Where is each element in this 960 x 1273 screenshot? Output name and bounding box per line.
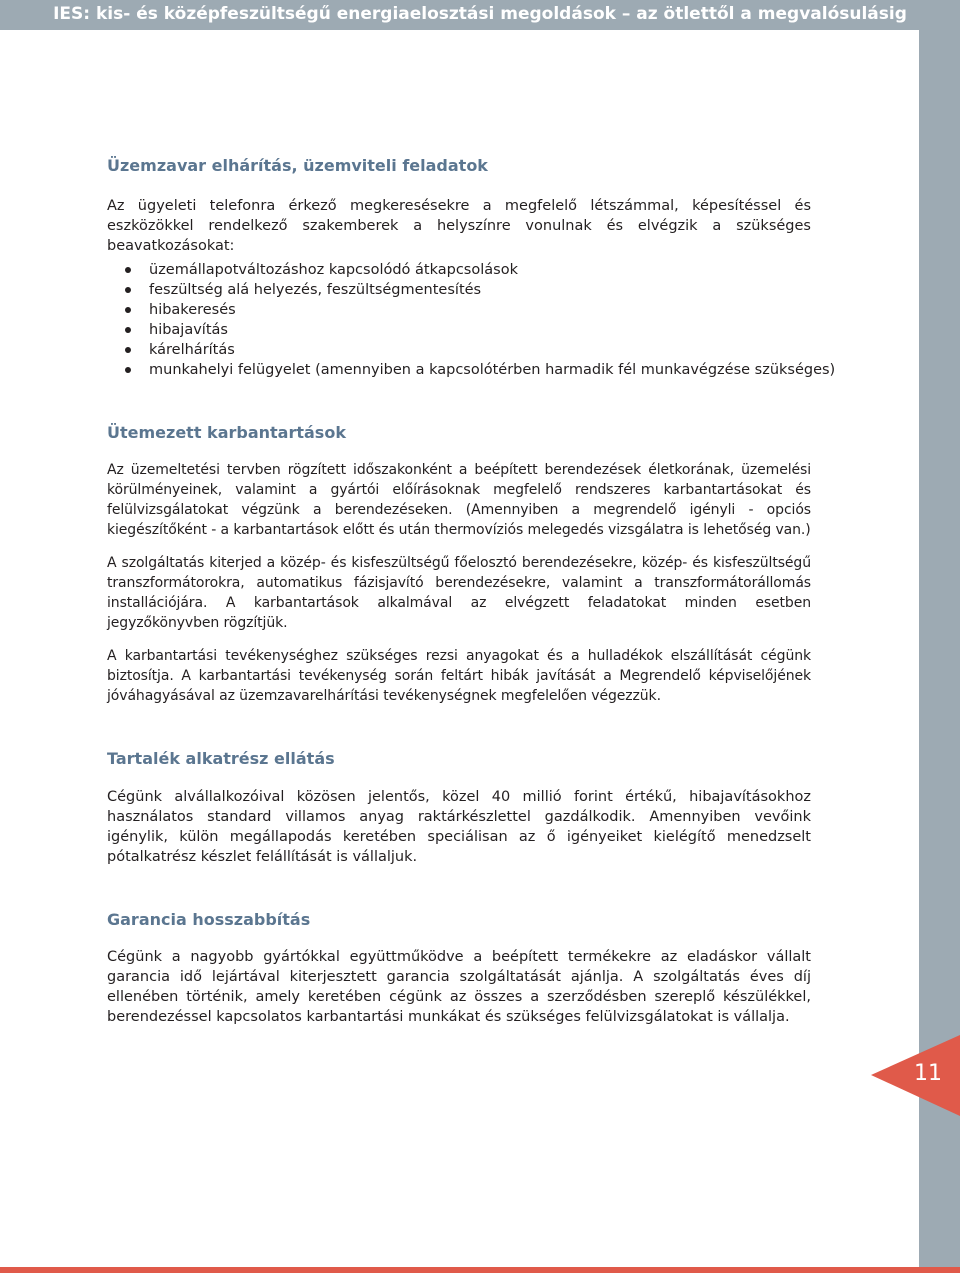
section-heading-tartalek: Tartalék alkatrész ellátás [107, 749, 335, 768]
list-item: üzemállapotváltozáshoz kapcsolódó átkapcsolások [125, 260, 835, 280]
bullet-icon [125, 327, 131, 333]
bullet-icon [125, 307, 131, 313]
paragraph-tartalek: Cégünk alvállalkozóival közösen jelentős, közel 40 millió forint értékű, hibajavításokhoz használatos standard villamos anyag raktárkészlettel gazdálkodik. Amennyiben vevőink igénylik, külön megállapodás keretében speciálisan az ő igényeiket kielégítő menedzselt pótalkatrész készlet felállítását is vállaljuk. [107, 789, 811, 865]
page-number: 11 [914, 1061, 942, 1086]
paragraph-uzemzavar-intro: Az ügyeleti telefonra érkező megkeresésekre a megfelelő létszámmal, képesítéssel és eszközökkel rendelkező szakemberek a helyszínre vonulnak és elvégzik a szükséges beavatkozásokat: [107, 198, 811, 254]
section-heading-uzemzavar: Üzemzavar elhárítás, üzemviteli feladatok [107, 156, 488, 175]
bullet-icon [125, 367, 131, 373]
list-item: munkahelyi felügyelet (amennyiben a kapcsolótérben harmadik fél munkavégzése szükséges) [125, 360, 835, 380]
list-item: feszültség alá helyezés, feszültségmentesítés [125, 280, 835, 300]
bullet-icon [125, 287, 131, 293]
paragraph-garancia: Cégünk a nagyobb gyártókkal együttműködve a beépített termékekre az eladáskor vállalt garancia idő lejártával kiterjesztett garancia szolgáltatását ajánlja. A szolgáltatás éves díj ellenében történik, amely keretében cégünk az összes a szerződésben szereplő készülékkel, berendezéssel kapcsolatos karbantartási munkákat és szükséges felülvizsgálatokat is vállalja. [107, 949, 811, 1025]
paragraph-karbantartas-1: Az üzemeltetési tervben rögzített időszakonként a beépített berendezések életkorának, üzemelési körülményeinek, valamint a gyártói előírásoknak megfelelő rendszeres karbantartásokat és felülvizsgálatokat végzünk a berendezéseken. (Amennyiben a megrendelő igényli - opciós kiegészítőként - a karbantartások előtt és után thermovíziós melegedés vizsgálatra is lehetőség van.) [107, 462, 811, 538]
bottom-accent-line [0, 1267, 960, 1273]
paragraph-karbantartas-2: A szolgáltatás kiterjed a közép- és kisfeszültségű főelosztó berendezésekre, közép- és kisfeszültségű transzformátorokra, automatikus fázisjavító berendezésekre, valamint a transzformátorállomás installációjára. A karbantartások alkalmával az elvégzett feladatokat minden esetben jegyzőkönyvben rögzítjük. [107, 555, 811, 631]
paragraph-karbantartas-3: A karbantartási tevékenységhez szükséges rezsi anyagokat és a hulladékok elszállítását cégünk biztosítja. A karbantartási tevékenység során feltárt hibák javítását a Megrendelő képviselőjének jóváhagyásával az üzemzavarelhárítási tevékenységnek megfelelően végezzük. [107, 648, 811, 704]
list-item: hibajavítás [125, 320, 835, 340]
list-item: kárelhárítás [125, 340, 835, 360]
header-bar [0, 0, 960, 30]
bullet-icon [125, 267, 131, 273]
bullet-icon [125, 347, 131, 353]
section-heading-garancia: Garancia hosszabbítás [107, 910, 311, 929]
list-item: hibakeresés [125, 300, 835, 320]
section-heading-karbantartasok: Ütemezett karbantartások [107, 423, 346, 442]
task-bullet-list [125, 260, 835, 380]
document-title: IES: kis- és középfeszültségű energiaelosztási megoldások – az ötlettől a megvalósulásig [53, 4, 907, 24]
